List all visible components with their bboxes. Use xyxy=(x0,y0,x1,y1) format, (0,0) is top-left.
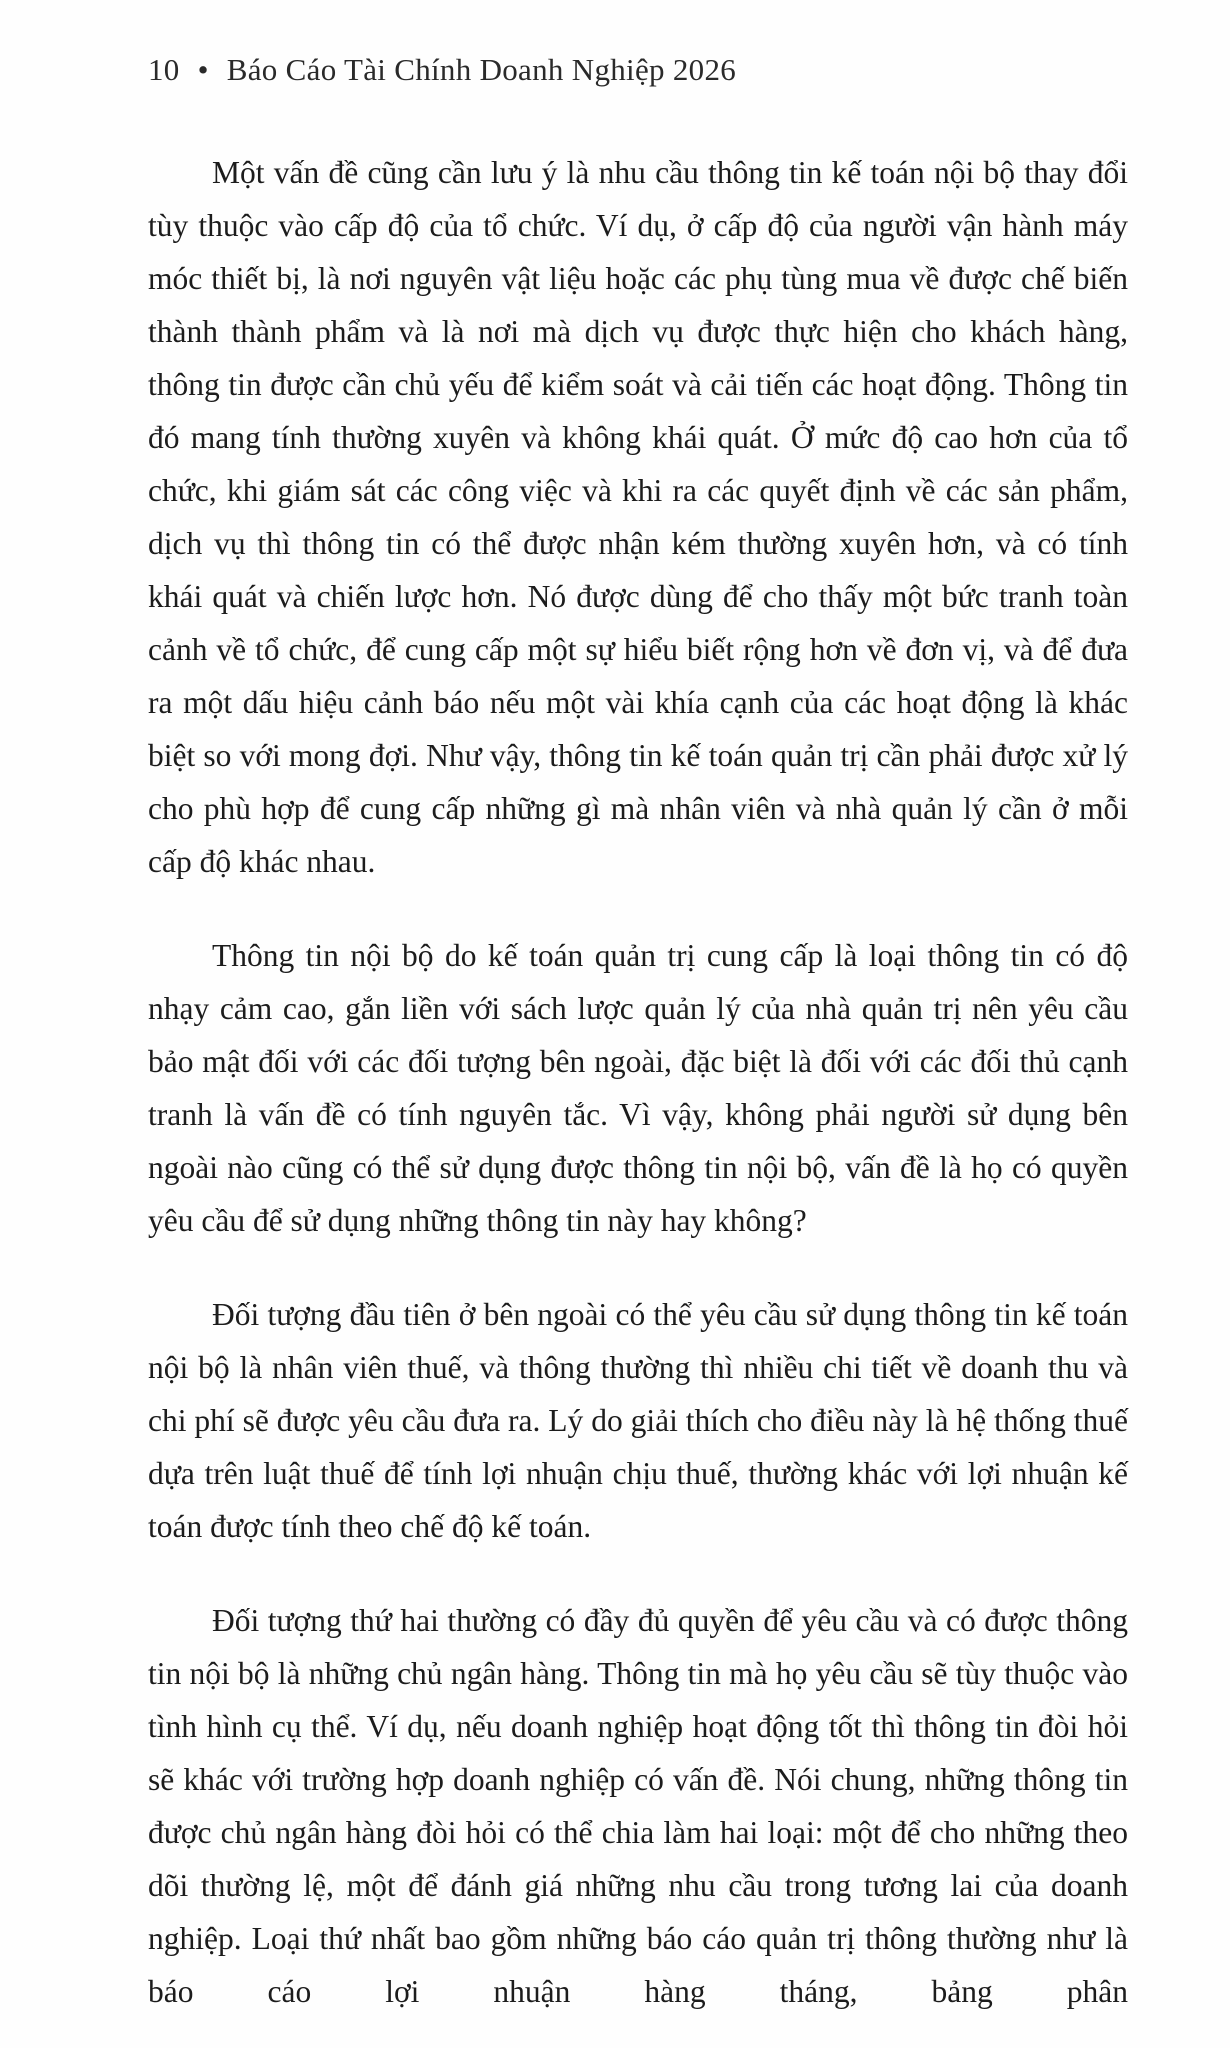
running-header xyxy=(148,52,736,88)
paragraph-2: Thông tin nội bộ do kế toán quản trị cung cấp là loại thông tin có độ nhạy cảm cao, gắn liền với sách lược quản lý của nhà quản trị nên yêu cầu bảo mật đối với các đối tượng bên ngoài, đặc biệt là đối với các đối thủ cạnh tranh là vấn đề có tính nguyên tắc. Vì vậy, không phải người sử dụng bên ngoài nào cũng có thể sử dụng được thông tin nội bộ, vấn đề là họ có quyền yêu cầu để sử dụng những thông tin này hay không? xyxy=(148,938,1128,1238)
paragraph-3: Đối tượng đầu tiên ở bên ngoài có thể yêu cầu sử dụng thông tin kế toán nội bộ là nhân viên thuế, và thông thường thì nhiều chi tiết về doanh thu và chi phí sẽ được yêu cầu đưa ra. Lý do giải thích cho điều này là hệ thống thuế dựa trên luật thuế để tính lợi nhuận chịu thuế, thường khác với lợi nhuận kế toán được tính theo chế độ kế toán. xyxy=(148,1297,1128,1544)
header-separator: • xyxy=(197,52,209,87)
paragraph-1: Một vấn đề cũng cần lưu ý là nhu cầu thông tin kế toán nội bộ thay đổi tùy thuộc vào cấp độ của tổ chức. Ví dụ, ở cấp độ của người vận hành máy móc thiết bị, là nơi nguyên vật liệu hoặc các phụ tùng mua về được chế biến thành thành phẩm và là nơi mà dịch vụ được thực hiện cho khách hàng, thông tin được cần chủ yếu để kiểm soát và cải tiến các hoạt động. Thông tin đó mang tính thường xuyên và không khái quát. Ở mức độ cao hơn của tổ chức, khi giám sát các công việc và khi ra các quyết định về các sản phẩm, dịch vụ thì thông tin có thể được nhận kém thường xuyên hơn, và có tính khái quát và chiến lược hơn. Nó được dùng để cho thấy một bức tranh toàn cảnh về tổ chức, để cung cấp một sự hiểu biết rộng hơn về đơn vị, và để đưa ra một dấu hiệu cảnh báo nếu một vài khía cạnh của các hoạt động là khác biệt so với mong đợi. Như vậy, thông tin kế toán quản trị cần phải được xử lý cho phù hợp để cung cấp những gì mà nhân viên và nhà quản lý cần ở mỗi cấp độ khác nhau. xyxy=(148,155,1128,879)
body-text xyxy=(148,146,1128,2018)
page-number: 10 xyxy=(148,52,180,87)
paragraph-4: Đối tượng thứ hai thường có đầy đủ quyền để yêu cầu và có được thông tin nội bộ là những chủ ngân hàng. Thông tin mà họ yêu cầu sẽ tùy thuộc vào tình hình cụ thể. Ví dụ, nếu doanh nghiệp hoạt động tốt thì thông tin đòi hỏi sẽ khác với trường hợp doanh nghiệp có vấn đề. Nói chung, những thông tin được chủ ngân hàng đòi hỏi có thể chia làm hai loại: một để cho những theo dõi thường lệ, một để đánh giá những nhu cầu trong tương lai của doanh nghiệp. Loại thứ nhất bao gồm những báo cáo quản trị thông thường như là báo cáo lợi nhuận hàng tháng, bảng phân xyxy=(148,1603,1128,2009)
book-title: Báo Cáo Tài Chính Doanh Nghiệp 2026 xyxy=(226,52,737,87)
